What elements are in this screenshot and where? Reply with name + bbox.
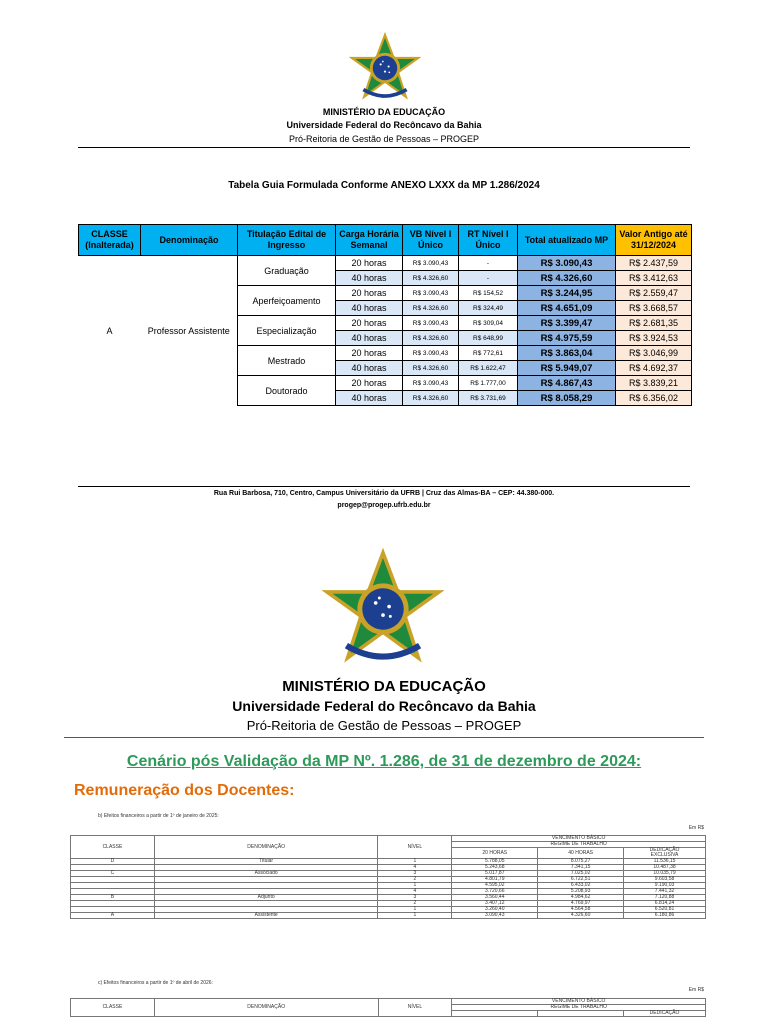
scan-cell: 3.720,66 xyxy=(452,889,538,895)
scan-cell: 10.487,38 xyxy=(624,865,706,871)
scan-col-40h: 40 HORAS xyxy=(538,848,624,859)
total-cell: R$ 4.651,09 xyxy=(518,301,616,316)
col-antigo: Valor Antigo até 31/12/2024 xyxy=(616,225,692,256)
scan-col-classe: CLASSE xyxy=(71,999,155,1017)
total-cell: R$ 8.058,29 xyxy=(518,391,616,406)
scan-col-vencimento: VENCIMENTO BÁSICO xyxy=(452,836,706,842)
carga-cell: 20 horas xyxy=(336,256,403,271)
antigo-cell: R$ 3.046,99 xyxy=(616,346,692,361)
classe-cell: A xyxy=(106,325,113,336)
note-b: b) Efeitos financeiros a partir de 1º de janeiro de 2025: xyxy=(98,813,219,819)
table-row xyxy=(71,913,706,919)
scan-cell: 1 xyxy=(378,859,452,865)
scan-cell: 3.260,40 xyxy=(452,907,538,913)
note-c: c) Efeitos financeiros a partir de 1º de abril de 2026: xyxy=(98,980,213,986)
brasao-emblem-icon xyxy=(349,32,421,104)
scan-col-regime: REGIME DE TRABALHO xyxy=(452,842,706,848)
scan-col-20h: 20 HORAS xyxy=(452,848,538,859)
antigo-cell: R$ 3.668,57 xyxy=(616,301,692,316)
vb-cell: R$ 3.090,43 xyxy=(403,316,459,331)
scan-cell: D xyxy=(71,859,155,865)
col-total: Total atualizado MP xyxy=(518,225,616,256)
scan-cell: 5.788,05 xyxy=(452,859,538,865)
carga-cell: 40 horas xyxy=(336,271,403,286)
carga-cell: 40 horas xyxy=(336,391,403,406)
ministry-heading: MINISTÉRIO DA EDUCAÇÃO xyxy=(282,678,486,695)
col-carga: Carga Horária Semanal xyxy=(336,225,403,256)
total-cell: R$ 4.975,59 xyxy=(518,331,616,346)
remuneracao-heading: Remuneração dos Docentes: xyxy=(74,782,295,799)
carga-cell: 20 horas xyxy=(336,286,403,301)
scenario-heading: Cenário pós Validação da MP Nº. 1.286, de 31 de dezembro de 2024: xyxy=(126,753,642,770)
scan-cell: 7.341,15 xyxy=(538,865,624,871)
scan-col-denominacao: DENOMINAÇÃO xyxy=(154,836,378,859)
document-title: Tabela Guia Formulada Conforme ANEXO LXXX da MP 1.286/2024 xyxy=(228,180,540,191)
total-cell: R$ 3.244,95 xyxy=(518,286,616,301)
rt-cell: R$ 772,61 xyxy=(459,346,518,361)
total-cell: R$ 4.867,43 xyxy=(518,376,616,391)
scan-cell: Adjunto xyxy=(154,895,378,901)
antigo-cell: R$ 2.437,59 xyxy=(616,256,692,271)
footer-address: Rua Rui Barbosa, 710, Centro, Campus Universitário da UFRB | Cruz das Almas-BA – CEP: 44.380-000. xyxy=(213,490,555,497)
table-row xyxy=(79,256,692,271)
scan-cell: 7.441,32 xyxy=(624,889,706,895)
scan-cell: 8.075,27 xyxy=(538,859,624,865)
vb-cell: R$ 3.090,43 xyxy=(403,286,459,301)
col-titulacao: Titulação Edital de Ingresso xyxy=(238,225,336,256)
titulacao-cell: Aperfeiçoamento xyxy=(238,286,336,316)
col-denominacao: Denominação xyxy=(141,225,238,256)
footer-email: progep@progep.ufrb.edu.br xyxy=(337,502,431,509)
scan-cell: 4 xyxy=(378,865,452,871)
em-rs-label-2: Em R$ xyxy=(688,987,704,993)
scan-col-de xyxy=(624,848,706,859)
rt-cell: R$ 648,99 xyxy=(459,331,518,346)
guide-table xyxy=(78,224,692,406)
scan-col-blank xyxy=(452,1011,538,1017)
scan-col-dedicacao: DEDICAÇÃO xyxy=(649,847,680,853)
scan-col-nivel: NÍVEL xyxy=(378,836,452,859)
scan-cell: 2 xyxy=(378,901,452,907)
total-cell: R$ 4.326,60 xyxy=(518,271,616,286)
rt-cell: R$ 1.622,47 xyxy=(459,361,518,376)
scan-cell: 4.564,58 xyxy=(538,907,624,913)
titulacao-cell: Especialização xyxy=(238,316,336,346)
university-heading: Universidade Federal do Recôncavo da Bahia xyxy=(286,120,482,130)
rt-cell: R$ 1.777,00 xyxy=(459,376,518,391)
scan-cell: 1 xyxy=(378,907,452,913)
vb-cell: R$ 3.090,43 xyxy=(403,346,459,361)
scan-cell: 5.208,93 xyxy=(538,889,624,895)
col-classe: CLASSE (Inalterada) xyxy=(79,225,141,256)
university-heading: Universidade Federal do Recôncavo da Bahia xyxy=(232,698,536,714)
vb-cell: R$ 4.326,60 xyxy=(403,391,459,406)
scan-cell: 6.433,02 xyxy=(538,883,624,889)
scan-cell: 6.520,81 xyxy=(624,907,706,913)
scan-cell: 9.603,58 xyxy=(624,877,706,883)
scan-col-regime: REGIME DE TRABALHO xyxy=(452,1005,706,1011)
scan-cell: 3 xyxy=(378,871,452,877)
vb-cell: R$ 4.326,60 xyxy=(403,331,459,346)
scan-cell: 1 xyxy=(378,913,452,919)
vb-cell: R$ 3.090,43 xyxy=(403,256,459,271)
salary-table-2026 xyxy=(70,998,706,1017)
brasao-emblem-icon xyxy=(322,545,444,673)
denominacao-cell: Professor Assistente xyxy=(147,325,230,336)
scan-cell: 1 xyxy=(378,883,452,889)
footer-divider xyxy=(78,486,690,487)
table-header-row xyxy=(79,225,692,256)
scan-cell: 4 xyxy=(378,889,452,895)
scan-cell: 4.769,97 xyxy=(538,901,624,907)
scan-col-blank xyxy=(538,1011,624,1017)
scan-col-exclusiva: EXCLUSIVA xyxy=(650,852,679,858)
scan-col-vencimento: VENCIMENTO BÁSICO xyxy=(452,999,706,1005)
rt-cell: R$ 154,52 xyxy=(459,286,518,301)
titulacao-cell: Mestrado xyxy=(238,346,336,376)
scan-col-denominacao: DENOMINAÇÃO xyxy=(154,999,378,1017)
scan-cell: 4.801,79 xyxy=(452,877,538,883)
scan-cell: 3.407,12 xyxy=(452,901,538,907)
antigo-cell: R$ 3.924,53 xyxy=(616,331,692,346)
scan-cell: 7.025,02 xyxy=(538,871,624,877)
scan-cell: B xyxy=(71,895,155,901)
scan-col-dedicacao: DEDICAÇÃO xyxy=(624,1011,706,1017)
scan-cell: 10.035,79 xyxy=(624,871,706,877)
scan-cell: 6.814,24 xyxy=(624,901,706,907)
antigo-cell: R$ 2.681,35 xyxy=(616,316,692,331)
rt-cell: R$ 3.731,69 xyxy=(459,391,518,406)
total-cell: R$ 3.090,43 xyxy=(518,256,616,271)
antigo-cell: R$ 3.412,63 xyxy=(616,271,692,286)
scan-col-nivel: NÍVEL xyxy=(378,999,452,1017)
scan-cell: 6.722,51 xyxy=(538,877,624,883)
header-divider xyxy=(78,147,690,148)
carga-cell: 40 horas xyxy=(336,301,403,316)
scan-cell: 5.243,68 xyxy=(452,865,538,871)
antigo-cell: R$ 2.559,47 xyxy=(616,286,692,301)
carga-cell: 20 horas xyxy=(336,346,403,361)
scan-cell: Assistente xyxy=(154,913,378,919)
scan-cell: 3.090,43 xyxy=(452,913,538,919)
scan-cell: 4.984,62 xyxy=(538,895,624,901)
antigo-cell: R$ 6.356,02 xyxy=(616,391,692,406)
scan-cell: 5.017,87 xyxy=(452,871,538,877)
salary-table-2025 xyxy=(70,835,706,919)
vb-cell: R$ 4.326,60 xyxy=(403,301,459,316)
scan-cell: 7.120,88 xyxy=(624,895,706,901)
rt-cell: R$ 309,04 xyxy=(459,316,518,331)
vb-cell: R$ 3.090,43 xyxy=(403,376,459,391)
antigo-cell: R$ 4.692,37 xyxy=(616,361,692,376)
rt-cell: - xyxy=(459,256,518,271)
scan-cell: C xyxy=(71,871,155,877)
ministry-heading: MINISTÉRIO DA EDUCAÇÃO xyxy=(322,107,446,117)
scan-cell: 11.536,15 xyxy=(624,859,706,865)
total-cell: R$ 3.863,04 xyxy=(518,346,616,361)
antigo-cell: R$ 3.839,21 xyxy=(616,376,692,391)
scan-col-classe: CLASSE xyxy=(71,836,155,859)
rt-cell: R$ 324,49 xyxy=(459,301,518,316)
scan-cell: 4.326,60 xyxy=(538,913,624,919)
scan-cell: Titular xyxy=(154,859,378,865)
carga-cell: 40 horas xyxy=(336,331,403,346)
header-divider xyxy=(64,737,704,738)
scan-cell: 2 xyxy=(378,877,452,883)
scan-cell: 3.560,44 xyxy=(452,895,538,901)
page-2 xyxy=(0,535,768,1024)
scan-cell: 3 xyxy=(378,895,452,901)
em-rs-label: Em R$ xyxy=(688,825,704,831)
dept-heading: Pró-Reitoria de Gestão de Pessoas – PROGEP xyxy=(246,718,522,733)
scan-cell: A xyxy=(71,913,155,919)
vb-cell: R$ 4.326,60 xyxy=(403,271,459,286)
carga-cell: 40 horas xyxy=(336,361,403,376)
scan-cell: 4.595,02 xyxy=(452,883,538,889)
total-cell: R$ 3.399,47 xyxy=(518,316,616,331)
scan-cell: 6.180,86 xyxy=(624,913,706,919)
scan-cell: Associado xyxy=(154,871,378,877)
col-vb: VB Nível I Único xyxy=(403,225,459,256)
titulacao-cell: Graduação xyxy=(238,256,336,286)
dept-heading: Pró-Reitoria de Gestão de Pessoas – PROGEP xyxy=(288,134,480,144)
vb-cell: R$ 4.326,60 xyxy=(403,361,459,376)
total-cell: R$ 5.949,07 xyxy=(518,361,616,376)
scan-cell: 9.190,03 xyxy=(624,883,706,889)
titulacao-cell: Doutorado xyxy=(238,376,336,406)
rt-cell: - xyxy=(459,271,518,286)
carga-cell: 20 horas xyxy=(336,316,403,331)
carga-cell: 20 horas xyxy=(336,376,403,391)
scan-rows xyxy=(71,859,706,919)
col-rt: RT Nível I Único xyxy=(459,225,518,256)
